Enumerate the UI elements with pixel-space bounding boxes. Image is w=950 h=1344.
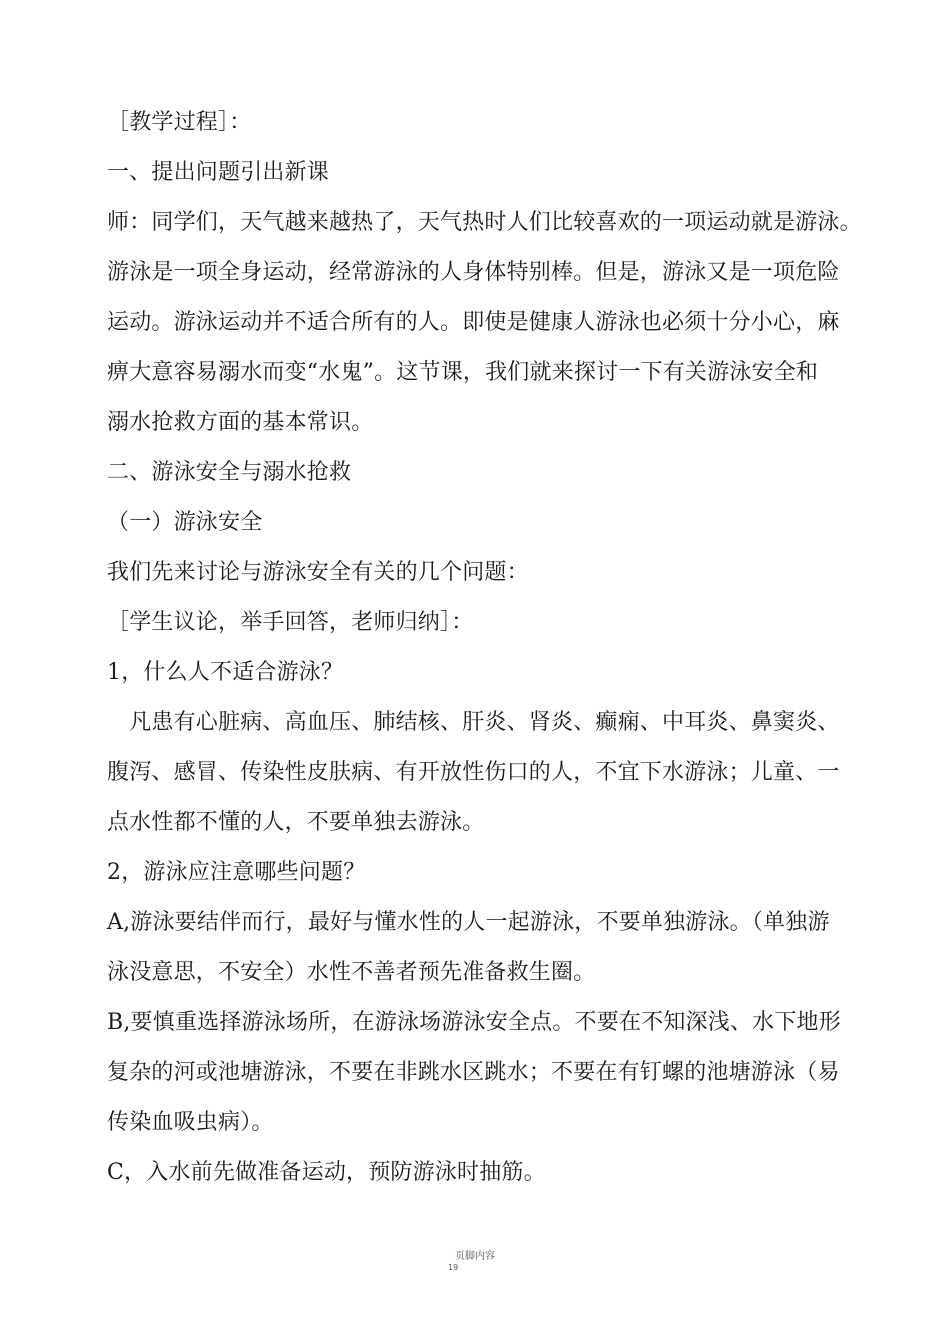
paragraph-line: 运动。游泳运动并不适合所有的人。即使是健康人游泳也必须十分小心，麻 xyxy=(107,310,840,335)
subsection-heading: （一）游泳安全 xyxy=(107,510,263,535)
section-heading-1: 一、提出问题引出新课 xyxy=(107,160,330,185)
paragraph-line: 痹大意容易溺水而变“水鬼”。这节课，我们就来探讨一下有关游泳安全和 xyxy=(107,360,819,385)
footer-label: 页脚内容 xyxy=(455,1251,495,1262)
paragraph-line: 师：同学们，天气越来越热了，天气热时人们比较喜欢的一项运动就是游泳。 xyxy=(107,210,862,235)
item-a: A,游泳要结伴而行，最好与懂水性的人一起游泳，不要单独游泳。（单独游 xyxy=(107,910,830,935)
question-2: 2，游泳应注意哪些问题？ xyxy=(107,860,366,885)
paragraph-line: 传染血吸虫病）。 xyxy=(107,1110,274,1135)
item-b: B,要慎重选择游泳场所，在游泳场游泳安全点。不要在不知深浅、水下地形 xyxy=(107,1010,841,1035)
paragraph-line: 凡患有心脏病、高血压、肺结核、肝炎、肾炎、癫痫、中耳炎、鼻窦炎、 xyxy=(107,710,840,735)
section-heading-2: 二、游泳安全与溺水抢救 xyxy=(107,460,352,485)
paragraph-line: 腹泻、感冒、传染性皮肤病、有开放性伤口的人，不宜下水游泳；儿童、一 xyxy=(107,760,840,785)
paragraph-line: ［学生议论，举手回答，老师归纳］： xyxy=(107,610,474,635)
section-heading-teaching-process: ［教学过程］： xyxy=(107,110,252,135)
paragraph-line: 点水性都不懂的人，不要单独去游泳。 xyxy=(107,810,485,835)
paragraph-line: 溺水抢救方面的基本常识。 xyxy=(107,410,374,435)
paragraph-line: 复杂的河或池塘游泳，不要在非跳水区跳水；不要在有钉螺的池塘游泳（易 xyxy=(107,1060,840,1085)
item-c: C，入水前先做准备运动，预防游泳时抽筋。 xyxy=(107,1160,546,1185)
page-number: 19 xyxy=(448,1263,459,1272)
paragraph-line: 泳没意思，不安全）水性不善者预先准备救生圈。 xyxy=(107,960,596,985)
question-1: 1，什么人不适合游泳？ xyxy=(107,660,344,685)
paragraph-line: 游泳是一项全身运动，经常游泳的人身体特别棒。但是，游泳又是一项危险 xyxy=(107,260,840,285)
paragraph-line: 我们先来讨论与游泳安全有关的几个问题： xyxy=(107,560,529,585)
